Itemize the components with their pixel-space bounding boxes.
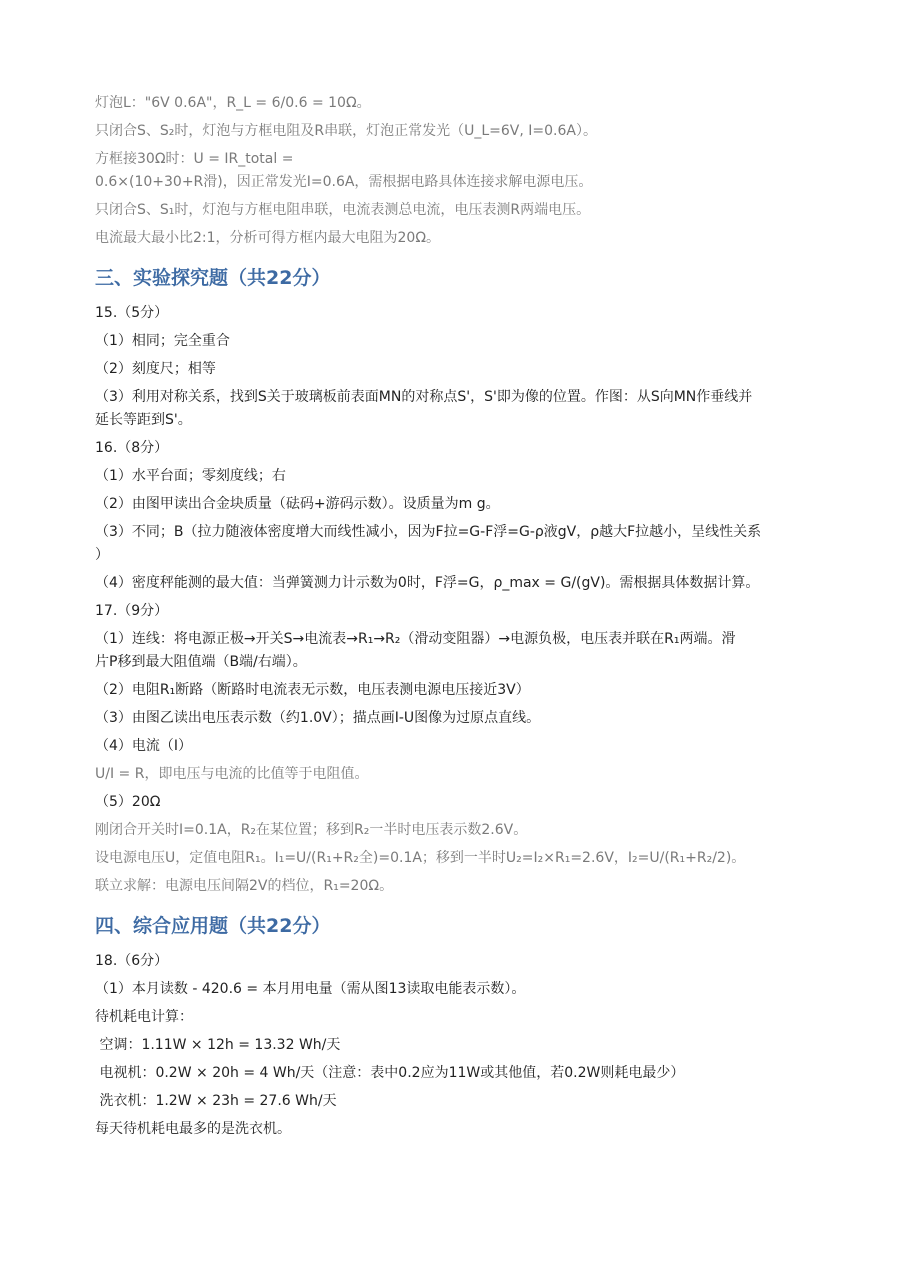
q16-item-2: （2）由图甲读出合金块质量（砝码+游码示数）。设质量为m g。 [95, 496, 500, 512]
q17-item-2: （2）电阻R₁断路（断路时电流表无示数，电压表测电源电压接近3V） [95, 682, 530, 698]
q18-item-1: （1）本月读数 - 420.6 = 本月用电量（需从图13读取电能表示数）。 [95, 981, 526, 997]
q18-standby-title: 待机耗电计算： [95, 1009, 193, 1025]
q18-conclusion: 每天待机耗电最多的是洗衣机。 [95, 1121, 291, 1137]
q16-item-1: （1）水平台面；零刻度线；右 [95, 468, 286, 484]
q15-item-3: （3）利用对称关系，找到S关于玻璃板前表面MN的对称点S'，S'即为像的位置。作图：从S向MN作垂线并 [95, 389, 753, 405]
max-resistance-line: 电流最大最小比2:1，分析可得方框内最大电阻为20Ω。 [95, 230, 441, 246]
box-30ohm-line-cont: 0.6×(10+30+R滑)，因正常发光I=0.6A，需根据电路具体连接求解电源电压。 [95, 174, 593, 190]
q16-heading: 16.（8分） [95, 440, 169, 456]
q18-heading: 18.（6分） [95, 953, 169, 969]
q17-item-4: （4）电流（I） [95, 738, 193, 754]
question-15 [95, 302, 807, 432]
q17-note-2: 设电源电压U，定值电阻R₁。I₁=U/(R₁+R₂全)=0.1A；移到一半时U₂=I₂×R₁=2.6V，I₂=U/(R₁+R₂/2)。 [95, 850, 746, 866]
q17-heading: 17.（9分） [95, 603, 169, 619]
question-16 [95, 437, 807, 595]
box-30ohm-line: 方框接30Ω时：U = IR_total = [95, 151, 294, 167]
q17-item-1: （1）连线：将电源正极→开关S→电流表→R₁→R₂（滑动变阻器）→电源负极，电压表并联在R₁两端。滑 [95, 631, 736, 647]
q16-item-3-cont: ） [95, 547, 109, 563]
q16-item-3: （3）不同；B（拉力随液体密度增大而线性减小，因为F拉=G-F浮=G-ρ液gV，ρ越大F拉越小，呈线性关系 [95, 524, 762, 540]
q18-ac-line: 空调：1.11W × 12h = 13.32 Wh/天 [95, 1037, 341, 1053]
question-17 [95, 600, 807, 898]
answer-page [95, 92, 807, 1141]
q18-tv-line: 电视机：0.2W × 20h = 4 Wh/天（注意：表中0.2应为11W或其他值，若0.2W则耗电最少） [95, 1065, 685, 1081]
q17-note-3: 联立求解：电源电压间隔2V的档位，R₁=20Ω。 [95, 878, 394, 894]
q17-item-1-cont: 片P移到最大阻值端（B端/右端）。 [95, 654, 307, 670]
q17-item-3: （3）由图乙读出电压表示数（约1.0V）；描点画I-U图像为过原点直线。 [95, 710, 541, 726]
q17-note-1: 刚闭合开关时I=0.1A，R₂在某位置；移到R₂一半时电压表示数2.6V。 [95, 822, 528, 838]
q18-washer-line: 洗衣机：1.2W × 23h = 27.6 Wh/天 [95, 1093, 337, 1109]
q15-item-3-cont: 延长等距到S'。 [95, 412, 192, 428]
section-3-heading: 三、实验探究题（共22分） [95, 267, 331, 289]
section-4-heading: 四、综合应用题（共22分） [95, 915, 331, 937]
series-circuit-line: 只闭合S、S₂时，灯泡与方框电阻及R串联，灯泡正常发光（U_L=6V, I=0.6A）。 [95, 123, 597, 139]
lamp-analysis-block [95, 92, 807, 250]
s1-closed-line: 只闭合S、S₁时，灯泡与方框电阻串联，电流表测总电流，电压表测R两端电压。 [95, 202, 591, 218]
q17-item-4-note: U/I = R，即电压与电流的比值等于电阻值。 [95, 766, 369, 782]
q17-item-5: （5）20Ω [95, 794, 161, 810]
q16-item-4: （4）密度秤能测的最大值：当弹簧测力计示数为0时，F浮=G，ρ_max = G/(gV)。需根据具体数据计算。 [95, 575, 760, 591]
question-18 [95, 950, 807, 1141]
q15-item-2: （2）刻度尺；相等 [95, 361, 216, 377]
q15-item-1: （1）相同；完全重合 [95, 333, 230, 349]
lamp-rating-line: 灯泡L："6V 0.6A"，R_L = 6/0.6 = 10Ω。 [95, 95, 371, 111]
q15-heading: 15.（5分） [95, 305, 169, 321]
